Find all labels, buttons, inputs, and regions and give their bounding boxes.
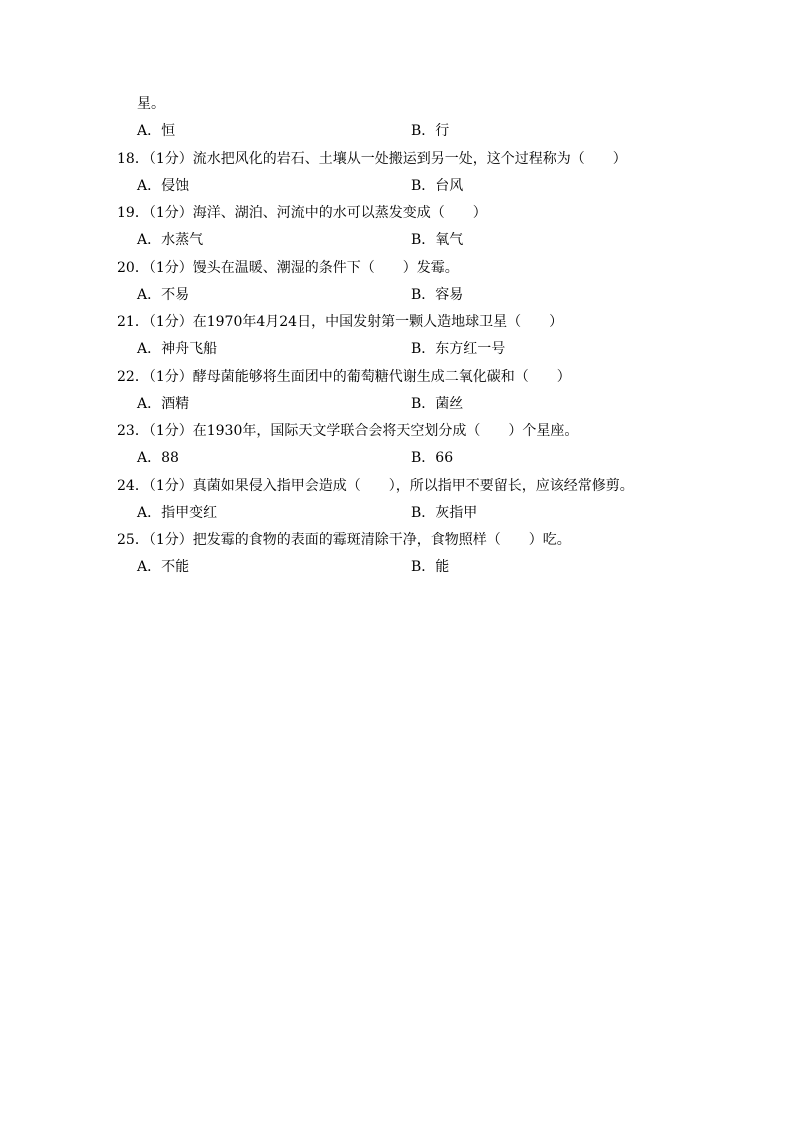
question-17-continuation: 星。 (137, 96, 165, 112)
question-21-option-a: A．神舟飞船 (137, 341, 218, 357)
question-17-option-b: B．行 (411, 123, 450, 139)
question-20-option-b: B．容易 (411, 287, 464, 303)
question-24-option-a: A．指甲变红 (137, 505, 218, 521)
question-25-stem: 25．（1分）把发霉的食物的表面的霉斑清除干净，食物照样（ ）吃。 (117, 532, 571, 548)
question-19-option-b: B．氧气 (411, 232, 464, 248)
question-24-stem: 24．（1分）真菌如果侵入指甲会造成（ ），所以指甲不要留长，应该经常修剪。 (117, 478, 634, 494)
question-18-option-b: B．台风 (411, 178, 464, 194)
question-22-option-a: A．酒精 (137, 396, 190, 412)
question-23-option-a: A．88 (137, 450, 179, 466)
question-22-option-b: B．菌丝 (411, 396, 464, 412)
question-20-option-a: A．不易 (137, 287, 190, 303)
question-19-stem: 19．（1分）海洋、湖泊、河流中的水可以蒸发变成（ ） (117, 205, 487, 221)
question-21-option-b: B．东方红一号 (411, 341, 506, 357)
question-24-option-b: B．灰指甲 (411, 505, 478, 521)
question-25-option-a: A．不能 (137, 559, 190, 575)
question-18-option-a: A．侵蚀 (137, 178, 190, 194)
question-19-option-a: A．水蒸气 (137, 232, 204, 248)
question-20-stem: 20．（1分）馒头在温暖、潮湿的条件下（ ）发霉。 (117, 260, 459, 276)
question-23-option-b: B．66 (411, 450, 454, 466)
question-22-stem: 22．（1分）酵母菌能够将生面团中的葡萄糖代谢生成二氧化碳和（ ） (117, 369, 571, 385)
question-17-option-a: A．恒 (137, 123, 176, 139)
question-18-stem: 18．（1分）流水把风化的岩石、土壤从一处搬运到另一处，这个过程称为（ ） (117, 151, 627, 167)
question-23-stem: 23．（1分）在1930年，国际天文学联合会将天空划分成（ ）个星座。 (117, 423, 579, 439)
question-25-option-b: B．能 (411, 559, 450, 575)
question-21-stem: 21．（1分）在1970年4月24日，中国发射第一颗人造地球卫星（ ） (117, 314, 564, 330)
